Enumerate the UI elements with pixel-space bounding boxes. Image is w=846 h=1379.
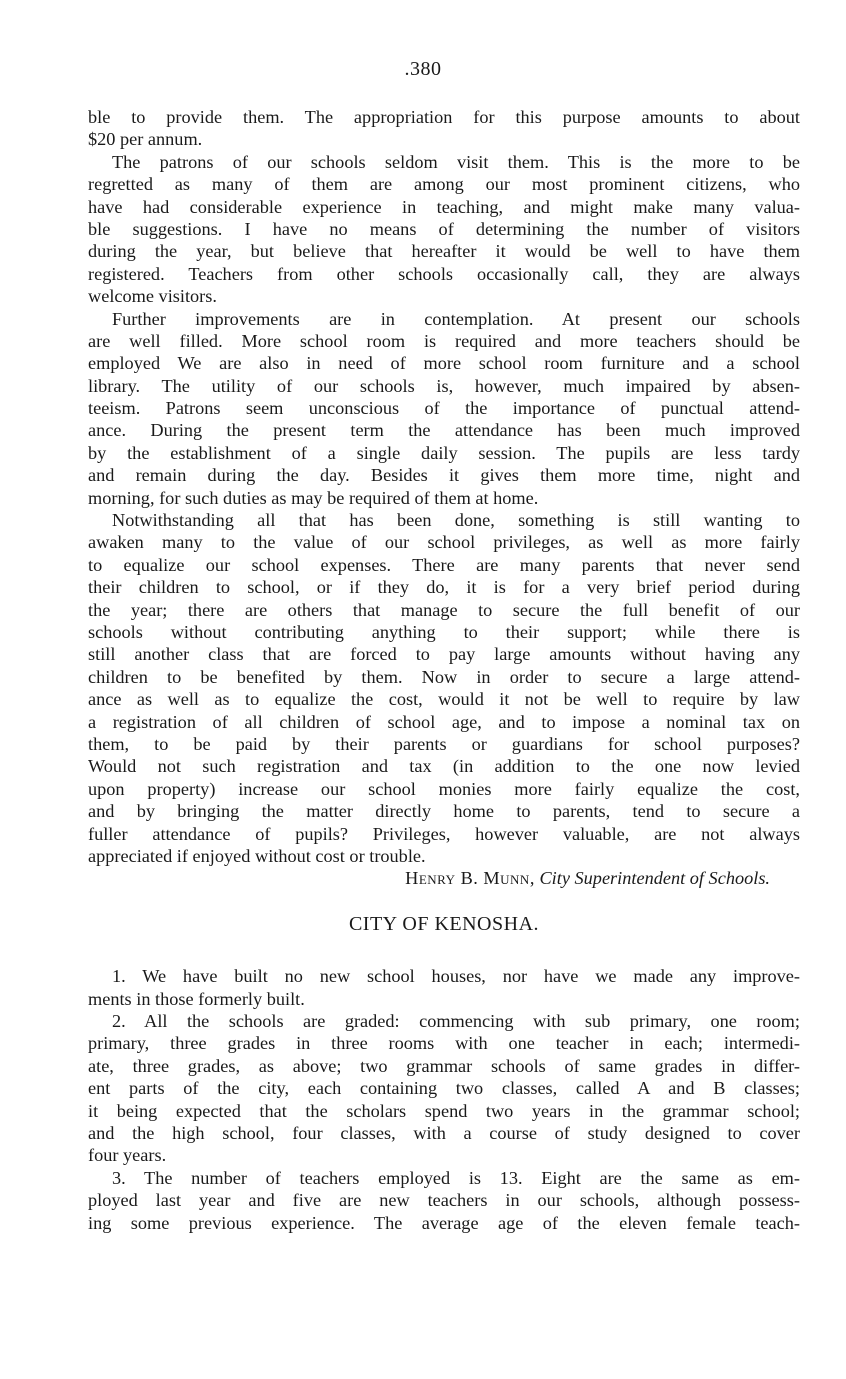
text-line: and remain during the day. Besides it gives them more time, night and xyxy=(88,465,800,486)
text-line: awaken many to the value of our school privileges, as well as more fairly xyxy=(88,532,800,553)
text-line: ate, three grades, as above; two grammar schools of same grades in differ- xyxy=(88,1055,800,1076)
text-line: Notwithstanding all that has been done, something is still wanting to xyxy=(112,510,800,531)
text-line: Would not such registration and tax (in addition to the one now levied xyxy=(88,756,800,777)
text-line: upon property) increase our school monies more fairly equalize the cost, xyxy=(88,778,800,799)
signature xyxy=(88,867,800,891)
text-line: morning, for such duties as may be required of them at home. xyxy=(88,487,539,508)
text-line: ing some previous experience. The average age of the eleven female teach- xyxy=(88,1212,800,1233)
text-line: ble to provide them. The appropriation for this purpose amounts to about xyxy=(88,107,800,127)
signature-name: Henry B. Munn, xyxy=(405,868,535,889)
text-line: to equalize our school expenses. There are many parents that never send xyxy=(88,554,800,575)
text-line: fuller attendance of pupils? Privileges, however valuable, are not always xyxy=(88,823,800,844)
paragraph-item-1 xyxy=(88,965,800,1010)
text-line: 1. We have built no new school houses, nor have we made any improve- xyxy=(112,966,800,987)
text-line: children to be benefited by them. Now in order to secure a large attend- xyxy=(88,666,800,687)
text-line: ble suggestions. I have no means of determining the number of visitors xyxy=(88,218,800,239)
text-line: have had considerable experience in teaching, and might make many valua- xyxy=(88,196,800,217)
text-line: schools without contributing anything to their support; while there is xyxy=(88,621,800,642)
text-line: employed We are also in need of more school room furniture and a school xyxy=(88,353,800,374)
text-line: by the establishment of a single daily session. The pupils are less tardy xyxy=(88,442,800,463)
paragraph-notwithstanding xyxy=(88,509,800,867)
text-line: their children to school, or if they do, it is for a very brief period during xyxy=(88,577,800,598)
text-line: regretted as many of them are among our most prominent citizens, who xyxy=(88,174,800,195)
text-line: and the high school, four classes, with a course of study designed to cover xyxy=(88,1123,800,1144)
text-line: library. The utility of our schools is, however, much impaired by absen- xyxy=(88,375,800,396)
text-line: ployed last year and five are new teachers in our schools, although possess- xyxy=(88,1190,800,1211)
text-line: it being expected that the scholars spend two years in the grammar school; xyxy=(88,1100,800,1121)
paragraph-appropriation xyxy=(88,106,800,151)
text-line: during the year, but believe that hereafter it would be well to have them xyxy=(88,241,800,262)
text-line: $20 per annum. xyxy=(88,129,203,150)
paragraph-item-3 xyxy=(88,1167,800,1234)
text-line: The patrons of our schools seldom visit them. This is the more to be xyxy=(112,151,800,172)
paragraph-improvements xyxy=(88,308,800,510)
text-line: primary, three grades in three rooms with one teacher in each; intermedi- xyxy=(88,1033,800,1054)
text-line: and by bringing the matter directly home to parents, tend to secure a xyxy=(88,801,800,822)
paragraph-patrons xyxy=(88,151,800,308)
text-line: ance. During the present term the attendance has been much improved xyxy=(88,420,800,441)
text-line: 3. The number of teachers employed is 13. Eight are the same as em- xyxy=(112,1167,800,1188)
text-line: registered. Teachers from other schools occasionally call, they are always xyxy=(88,263,800,284)
text-line: a registration of all children of school age, and to impose a nominal tax on xyxy=(88,711,800,732)
text-line: 2. All the schools are graded: commencing with sub primary, one room; xyxy=(112,1011,800,1032)
text-line: teeism. Patrons seem unconscious of the importance of punctual attend- xyxy=(88,398,800,419)
text-line: still another class that are forced to pay large amounts without having any xyxy=(88,644,800,665)
text-line: four years. xyxy=(88,1145,167,1166)
body-text xyxy=(88,106,800,1234)
text-line: the year; there are others that manage to secure the full benefit of our xyxy=(88,599,800,620)
text-line: ent parts of the city, each containing two classes, called A and B classes; xyxy=(88,1078,800,1099)
text-line: Further improvements are in contemplation. At present our schools xyxy=(112,308,800,329)
text-line: welcome visitors. xyxy=(88,286,217,307)
paragraph-item-2 xyxy=(88,1010,800,1167)
text-line: appreciated if enjoyed without cost or trouble. xyxy=(88,845,426,866)
text-line: them, to be paid by their parents or guardians for school purposes? xyxy=(88,733,800,754)
text-line: ance as well as to equalize the cost, would it not be well to require by law xyxy=(88,689,800,710)
signature-title: City Superintendent of Schools. xyxy=(539,868,770,889)
section-heading: CITY OF KENOSHA. xyxy=(348,913,540,936)
text-line: ments in those formerly built. xyxy=(88,988,305,1009)
text-line: are well filled. More school room is required and more teachers should be xyxy=(88,330,800,351)
page-number: .380 xyxy=(404,58,442,80)
